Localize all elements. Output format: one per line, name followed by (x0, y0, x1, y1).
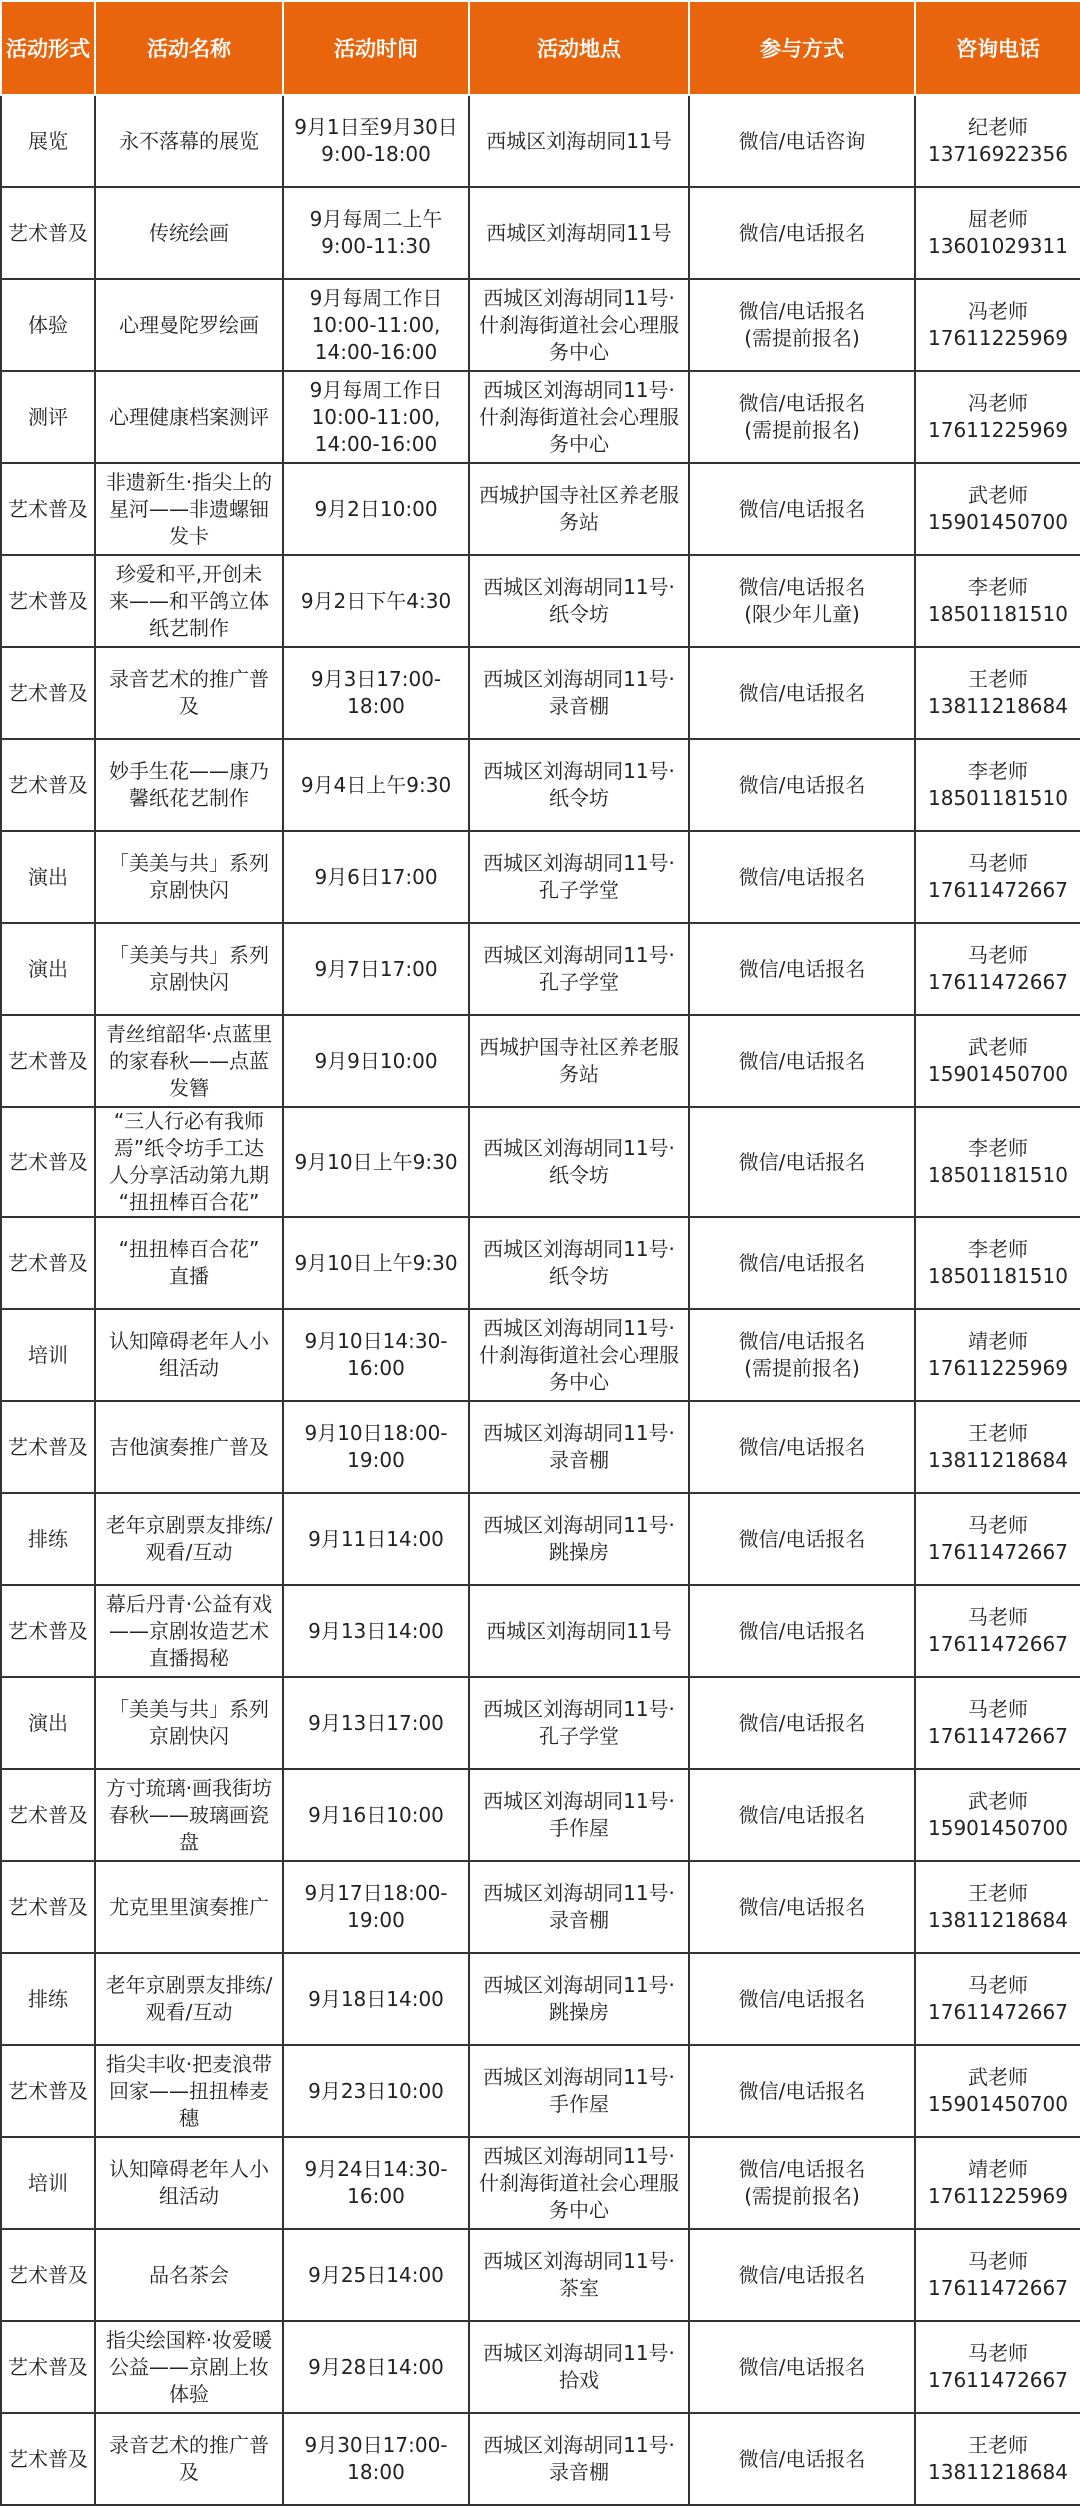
header-participation-method: 参与方式 (689, 1, 915, 95)
activity-form-cell: 艺术普及 (1, 463, 95, 555)
activity-place-cell: 西城区刘海胡同11号 (469, 187, 689, 279)
activity-time-cell: 9月6日17:00 (283, 831, 469, 923)
activity-time-cell: 9月13日17:00 (283, 1677, 469, 1769)
activity-place-cell: 西城区刘海胡同11号· 拾戏 (469, 2321, 689, 2413)
activity-time-cell: 9月2日下午4:30 (283, 555, 469, 647)
participation-method-cell: 微信/电话报名 (689, 1107, 915, 1217)
participation-method-cell: 微信/电话报名 (689, 1953, 915, 2045)
table-row (1, 1585, 1080, 1677)
activity-form-cell: 艺术普及 (1, 1401, 95, 1493)
activity-place-cell: 西城区刘海胡同11号· 孔子学堂 (469, 831, 689, 923)
table-row (1, 463, 1080, 555)
activity-time-cell: 9月18日14:00 (283, 1953, 469, 2045)
table-row (1, 2137, 1080, 2229)
activity-time-cell: 9月2日10:00 (283, 463, 469, 555)
activity-form-cell: 艺术普及 (1, 647, 95, 739)
contact-cell: 李老师 18501181510 (915, 1107, 1080, 1217)
participation-method-cell: 微信/电话报名 (需提前报名) (689, 371, 915, 463)
activity-form-cell: 排练 (1, 1953, 95, 2045)
contact-cell: 马老师 17611472667 (915, 2321, 1080, 2413)
participation-method-cell: 微信/电话报名 (689, 647, 915, 739)
participation-method-cell: 微信/电话报名 (限少年儿童) (689, 555, 915, 647)
activity-place-cell: 西城区刘海胡同11号· 录音棚 (469, 1401, 689, 1493)
table-row (1, 831, 1080, 923)
table-row (1, 1401, 1080, 1493)
activity-time-cell: 9月16日10:00 (283, 1769, 469, 1861)
activity-name-cell: 幕后丹青·公益有戏 ——京剧妆造艺术 直播揭秘 (95, 1585, 283, 1677)
activity-time-cell: 9月11日14:00 (283, 1493, 469, 1585)
activity-time-cell: 9月17日18:00- 19:00 (283, 1861, 469, 1953)
header-contact-phone: 咨询电话 (915, 1, 1080, 95)
contact-cell: 武老师 15901450700 (915, 463, 1080, 555)
activity-form-cell: 培训 (1, 2137, 95, 2229)
activity-form-cell: 艺术普及 (1, 2413, 95, 2505)
activity-form-cell: 艺术普及 (1, 1107, 95, 1217)
activity-name-cell: 「美美与共」系列 京剧快闪 (95, 1677, 283, 1769)
table-row (1, 1107, 1080, 1217)
activity-form-cell: 体验 (1, 279, 95, 371)
activity-form-cell: 培训 (1, 1309, 95, 1401)
activity-name-cell: 吉他演奏推广普及 (95, 1401, 283, 1493)
contact-cell: 马老师 17611472667 (915, 1953, 1080, 2045)
activity-form-cell: 排练 (1, 1493, 95, 1585)
table-row (1, 555, 1080, 647)
contact-cell: 屈老师 13601029311 (915, 187, 1080, 279)
contact-cell: 王老师 13811218684 (915, 1861, 1080, 1953)
activity-place-cell: 西城区刘海胡同11号· 纸令坊 (469, 1217, 689, 1309)
table-row (1, 739, 1080, 831)
activity-name-cell: 尤克里里演奏推广 (95, 1861, 283, 1953)
activity-place-cell: 西城护国寺社区养老服 务站 (469, 463, 689, 555)
table-row (1, 187, 1080, 279)
table-row (1, 1309, 1080, 1401)
activity-time-cell: 9月10日18:00- 19:00 (283, 1401, 469, 1493)
activity-place-cell: 西城区刘海胡同11号· 什刹海街道社会心理服 务中心 (469, 279, 689, 371)
activity-form-cell: 艺术普及 (1, 555, 95, 647)
activity-name-cell: “三人行必有我师 焉”纸令坊手工达 人分享活动第九期 “扭扭棒百合花” (95, 1107, 283, 1217)
activity-place-cell: 西城区刘海胡同11号· 孔子学堂 (469, 923, 689, 1015)
activity-form-cell: 艺术普及 (1, 1585, 95, 1677)
participation-method-cell: 微信/电话报名 (689, 2413, 915, 2505)
activity-place-cell: 西城区刘海胡同11号· 茶室 (469, 2229, 689, 2321)
contact-cell: 武老师 15901450700 (915, 1015, 1080, 1107)
contact-cell: 马老师 17611472667 (915, 1585, 1080, 1677)
table-row (1, 2229, 1080, 2321)
activity-name-cell: 指尖丰收·把麦浪带 回家——扭扭棒麦 穗 (95, 2045, 283, 2137)
activity-form-cell: 演出 (1, 831, 95, 923)
participation-method-cell: 微信/电话报名 (689, 1015, 915, 1107)
activity-place-cell: 西城区刘海胡同11号· 孔子学堂 (469, 1677, 689, 1769)
activity-name-cell: 「美美与共」系列 京剧快闪 (95, 831, 283, 923)
activity-time-cell: 9月9日10:00 (283, 1015, 469, 1107)
participation-method-cell: 微信/电话报名 (需提前报名) (689, 2137, 915, 2229)
table-row (1, 95, 1080, 187)
header-activity-place: 活动地点 (469, 1, 689, 95)
activity-time-cell: 9月10日上午9:30 (283, 1217, 469, 1309)
activity-place-cell: 西城区刘海胡同11号· 纸令坊 (469, 1107, 689, 1217)
activity-name-cell: 老年京剧票友排练/ 观看/互动 (95, 1953, 283, 2045)
activity-name-cell: 「美美与共」系列 京剧快闪 (95, 923, 283, 1015)
activity-place-cell: 西城区刘海胡同11号 (469, 95, 689, 187)
participation-method-cell: 微信/电话报名 (689, 1493, 915, 1585)
table-row (1, 1677, 1080, 1769)
activity-name-cell: 认知障碍老年人小 组活动 (95, 1309, 283, 1401)
contact-cell: 王老师 13811218684 (915, 2413, 1080, 2505)
activity-name-cell: 录音艺术的推广普 及 (95, 647, 283, 739)
activity-name-cell: 妙手生花——康乃 馨纸花艺制作 (95, 739, 283, 831)
contact-cell: 李老师 18501181510 (915, 739, 1080, 831)
participation-method-cell: 微信/电话报名 (需提前报名) (689, 279, 915, 371)
activity-form-cell: 艺术普及 (1, 187, 95, 279)
activity-time-cell: 9月1日至9月30日 9:00-18:00 (283, 95, 469, 187)
activity-name-cell: 品名茶会 (95, 2229, 283, 2321)
participation-method-cell: 微信/电话报名 (689, 1401, 915, 1493)
contact-cell: 冯老师 17611225969 (915, 279, 1080, 371)
activity-place-cell: 西城区刘海胡同11号· 跳操房 (469, 1493, 689, 1585)
activity-form-cell: 艺术普及 (1, 1015, 95, 1107)
activity-name-cell: 指尖绘国粹·妆爱暖 公益——京剧上妆 体验 (95, 2321, 283, 2413)
table-row (1, 2045, 1080, 2137)
header-activity-form: 活动形式 (1, 1, 95, 95)
activity-place-cell: 西城区刘海胡同11号· 录音棚 (469, 2413, 689, 2505)
activity-place-cell: 西城区刘海胡同11号 (469, 1585, 689, 1677)
activity-form-cell: 演出 (1, 923, 95, 1015)
activity-form-cell: 测评 (1, 371, 95, 463)
activity-time-cell: 9月4日上午9:30 (283, 739, 469, 831)
activity-place-cell: 西城区刘海胡同11号· 什刹海街道社会心理服 务中心 (469, 371, 689, 463)
activity-form-cell: 艺术普及 (1, 2321, 95, 2413)
activity-name-cell: 非遗新生·指尖上的 星河——非遗螺钿 发卡 (95, 463, 283, 555)
activity-name-cell: 珍爱和平,开创未 来——和平鸽立体 纸艺制作 (95, 555, 283, 647)
table-row (1, 1769, 1080, 1861)
participation-method-cell: 微信/电话报名 (689, 739, 915, 831)
participation-method-cell: 微信/电话报名 (689, 831, 915, 923)
activity-name-cell: 传统绘画 (95, 187, 283, 279)
activity-form-cell: 艺术普及 (1, 2045, 95, 2137)
activity-name-cell: 永不落幕的展览 (95, 95, 283, 187)
activity-place-cell: 西城区刘海胡同11号· 纸令坊 (469, 555, 689, 647)
activity-place-cell: 西城区刘海胡同11号· 跳操房 (469, 1953, 689, 2045)
table-row (1, 647, 1080, 739)
activity-place-cell: 西城区刘海胡同11号· 手作屋 (469, 2045, 689, 2137)
header-row (1, 1, 1080, 95)
activity-form-cell: 艺术普及 (1, 2229, 95, 2321)
table-row (1, 1861, 1080, 1953)
participation-method-cell: 微信/电话报名 (689, 2045, 915, 2137)
contact-cell: 武老师 15901450700 (915, 1769, 1080, 1861)
contact-cell: 马老师 17611472667 (915, 1493, 1080, 1585)
activity-place-cell: 西城区刘海胡同11号· 录音棚 (469, 647, 689, 739)
table-row (1, 1953, 1080, 2045)
participation-method-cell: 微信/电话报名 (689, 2321, 915, 2413)
activity-form-cell: 艺术普及 (1, 1217, 95, 1309)
contact-cell: 李老师 18501181510 (915, 555, 1080, 647)
activity-time-cell: 9月23日10:00 (283, 2045, 469, 2137)
table-row (1, 1493, 1080, 1585)
participation-method-cell: 微信/电话报名 (689, 1861, 915, 1953)
activity-place-cell: 西城区刘海胡同11号· 纸令坊 (469, 739, 689, 831)
activity-form-cell: 演出 (1, 1677, 95, 1769)
table-row (1, 279, 1080, 371)
table-row (1, 923, 1080, 1015)
participation-method-cell: 微信/电话报名 (689, 1217, 915, 1309)
participation-method-cell: 微信/电话报名 (689, 1585, 915, 1677)
contact-cell: 靖老师 17611225969 (915, 2137, 1080, 2229)
contact-cell: 冯老师 17611225969 (915, 371, 1080, 463)
activity-place-cell: 西城区刘海胡同11号· 什刹海街道社会心理服 务中心 (469, 1309, 689, 1401)
activity-name-cell: 方寸琉璃·画我街坊 春秋——玻璃画瓷 盘 (95, 1769, 283, 1861)
contact-cell: 马老师 17611472667 (915, 2229, 1080, 2321)
contact-cell: 靖老师 17611225969 (915, 1309, 1080, 1401)
activity-name-cell: 老年京剧票友排练/ 观看/互动 (95, 1493, 283, 1585)
activity-place-cell: 西城区刘海胡同11号· 什刹海街道社会心理服 务中心 (469, 2137, 689, 2229)
table-row (1, 371, 1080, 463)
participation-method-cell: 微信/电话报名 (689, 923, 915, 1015)
table-row (1, 2413, 1080, 2505)
participation-method-cell: 微信/电话报名 (689, 2229, 915, 2321)
activity-form-cell: 艺术普及 (1, 739, 95, 831)
header-activity-name: 活动名称 (95, 1, 283, 95)
activity-time-cell: 9月7日17:00 (283, 923, 469, 1015)
contact-cell: 武老师 15901450700 (915, 2045, 1080, 2137)
activity-time-cell: 9月每周工作日 10:00-11:00, 14:00-16:00 (283, 279, 469, 371)
activity-time-cell: 9月30日17:00- 18:00 (283, 2413, 469, 2505)
activity-time-cell: 9月13日14:00 (283, 1585, 469, 1677)
activity-time-cell: 9月每周工作日 10:00-11:00, 14:00-16:00 (283, 371, 469, 463)
contact-cell: 王老师 13811218684 (915, 647, 1080, 739)
table-body (1, 95, 1080, 2505)
activity-name-cell: 心理健康档案测评 (95, 371, 283, 463)
activity-time-cell: 9月25日14:00 (283, 2229, 469, 2321)
contact-cell: 王老师 13811218684 (915, 1401, 1080, 1493)
table-row (1, 1217, 1080, 1309)
header-activity-time: 活动时间 (283, 1, 469, 95)
activity-place-cell: 西城区刘海胡同11号· 录音棚 (469, 1861, 689, 1953)
activity-time-cell: 9月28日14:00 (283, 2321, 469, 2413)
participation-method-cell: 微信/电话报名 (需提前报名) (689, 1309, 915, 1401)
activity-time-cell: 9月10日14:30- 16:00 (283, 1309, 469, 1401)
participation-method-cell: 微信/电话报名 (689, 463, 915, 555)
activity-form-cell: 展览 (1, 95, 95, 187)
participation-method-cell: 微信/电话报名 (689, 187, 915, 279)
activity-time-cell: 9月10日上午9:30 (283, 1107, 469, 1217)
activity-name-cell: 认知障碍老年人小 组活动 (95, 2137, 283, 2229)
table-row (1, 1015, 1080, 1107)
contact-cell: 马老师 17611472667 (915, 831, 1080, 923)
activity-place-cell: 西城护国寺社区养老服 务站 (469, 1015, 689, 1107)
participation-method-cell: 微信/电话报名 (689, 1677, 915, 1769)
activity-name-cell: “扭扭棒百合花” 直播 (95, 1217, 283, 1309)
activity-time-cell: 9月每周二上午 9:00-11:30 (283, 187, 469, 279)
contact-cell: 马老师 17611472667 (915, 1677, 1080, 1769)
contact-cell: 纪老师 13716922356 (915, 95, 1080, 187)
participation-method-cell: 微信/电话咨询 (689, 95, 915, 187)
activity-name-cell: 青丝绾韶华·点蓝里 的家春秋——点蓝 发簪 (95, 1015, 283, 1107)
activity-name-cell: 心理曼陀罗绘画 (95, 279, 283, 371)
activity-form-cell: 艺术普及 (1, 1861, 95, 1953)
activity-time-cell: 9月3日17:00- 18:00 (283, 647, 469, 739)
contact-cell: 李老师 18501181510 (915, 1217, 1080, 1309)
activity-name-cell: 录音艺术的推广普 及 (95, 2413, 283, 2505)
participation-method-cell: 微信/电话报名 (689, 1769, 915, 1861)
activity-time-cell: 9月24日14:30- 16:00 (283, 2137, 469, 2229)
activity-form-cell: 艺术普及 (1, 1769, 95, 1861)
activity-place-cell: 西城区刘海胡同11号· 手作屋 (469, 1769, 689, 1861)
contact-cell: 马老师 17611472667 (915, 923, 1080, 1015)
table-row (1, 2321, 1080, 2413)
table-header (1, 1, 1080, 95)
